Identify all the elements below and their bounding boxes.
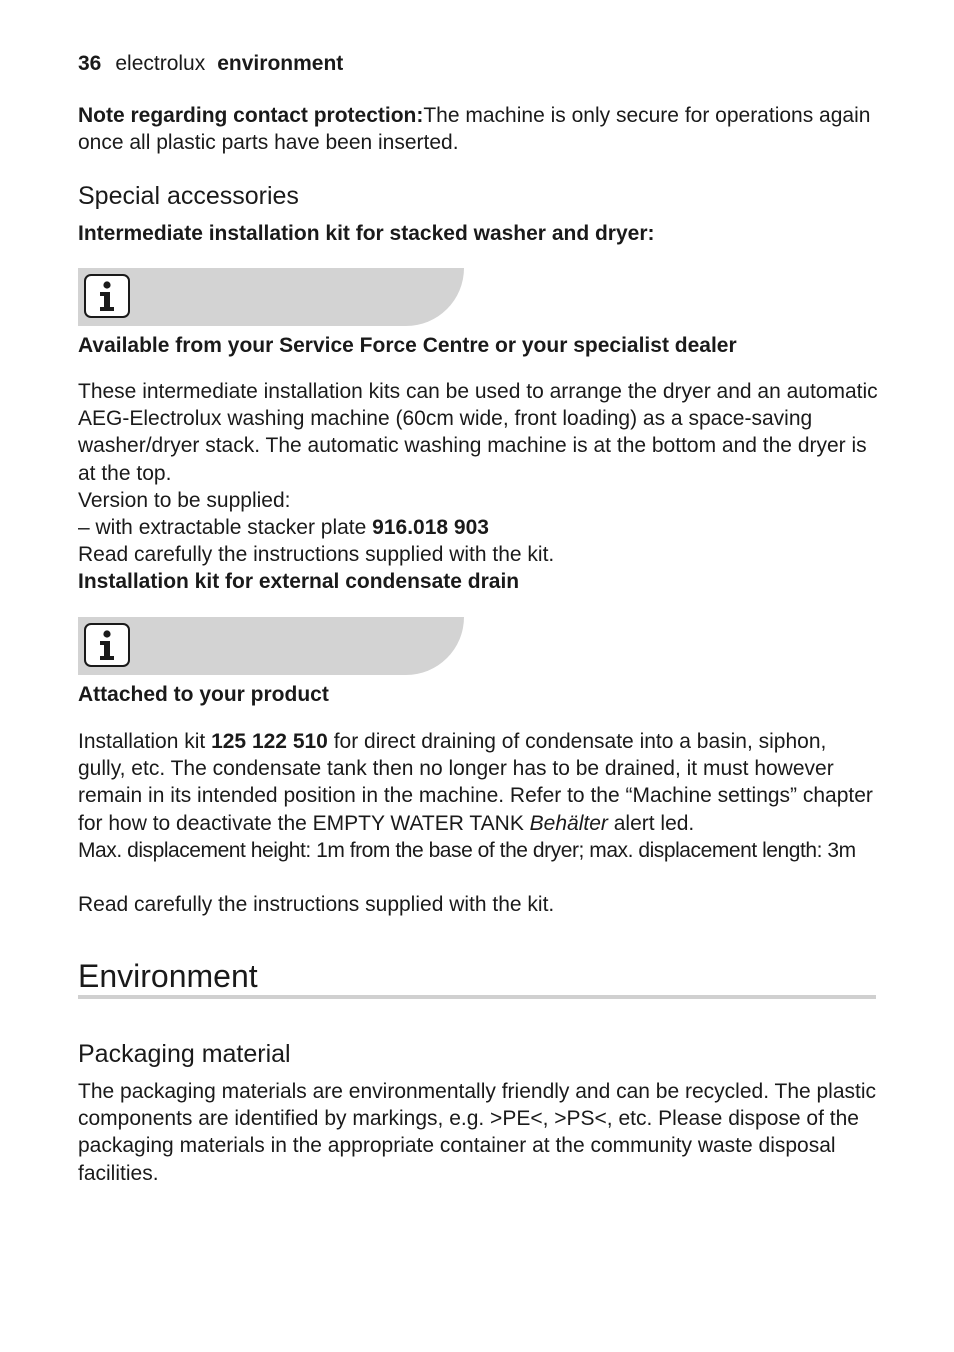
note-label: Note regarding contact protection: bbox=[78, 104, 424, 127]
kit2-text-main: for direct draining of condensate into a basin, siphon, gully, etc. The condensate tank then no longer has to be drained, it must however remain in its intended position in the machine. Refer to the “Machine settings” chapter for how to deactivate the EMPTY WATER TANK bbox=[78, 730, 873, 835]
packaging-heading: Packaging material bbox=[78, 1040, 291, 1068]
kit2-read-instructions: Read carefully the instructions supplied with the kit. bbox=[78, 893, 555, 916]
section-name: environment bbox=[217, 52, 344, 75]
brand-name: electrolux bbox=[115, 52, 206, 75]
kit2-availability: Attached to your product bbox=[78, 683, 329, 706]
version-code: 916.018 903 bbox=[372, 516, 489, 539]
kit2-text-suffix: alert led. bbox=[607, 811, 695, 835]
kit1-title: Intermediate installation kit for stacked washer and dryer: bbox=[78, 222, 655, 245]
note-text: The machine is only secure for operations again once all plastic parts have been inserted. bbox=[78, 104, 871, 155]
kit1-version-label: Version to be supplied: bbox=[78, 489, 291, 512]
kit2-description bbox=[78, 728, 878, 837]
info-icon bbox=[84, 274, 130, 318]
kit1-availability: Available from your Service Force Centre or your specialist dealer bbox=[78, 334, 737, 357]
environment-heading: Environment bbox=[78, 958, 258, 994]
kit2-text-prefix: Installation kit bbox=[78, 730, 212, 753]
kit2-text-italic: Behälter bbox=[529, 811, 608, 835]
info-icon bbox=[84, 623, 130, 667]
version-prefix: – with extractable stacker plate bbox=[78, 516, 373, 539]
heading-rule bbox=[78, 995, 876, 999]
kit1-version bbox=[78, 514, 878, 541]
info-band bbox=[78, 268, 464, 326]
special-accessories-heading: Special accessories bbox=[78, 182, 299, 210]
info-band bbox=[78, 617, 464, 675]
kit2-displacement: Max. displacement height: 1m from the base of the dryer; max. displacement length: 3m bbox=[78, 839, 856, 862]
kit1-description: These intermediate installation kits can be used to arrange the dryer and an automatic AEG-Electrolux washing machine (60cm wide, front loading) as a space-saving washer/dryer stack. The automatic washing machine is at the bottom and the dryer is at the top. bbox=[78, 380, 878, 485]
kit2-title: Installation kit for external condensate drain bbox=[78, 570, 520, 593]
contact-protection-note bbox=[78, 102, 878, 156]
packaging-text: The packaging materials are environmentally friendly and can be recycled. The plastic components are identified by markings, e.g. >PE<, >PS<, etc. Please dispose of the packaging materials in the appropriate container at the community waste disposal facilities. bbox=[78, 1080, 877, 1185]
page-number: 36 bbox=[78, 52, 102, 75]
kit1-read-instructions: Read carefully the instructions supplied with the kit. bbox=[78, 543, 555, 566]
page-header bbox=[78, 52, 343, 76]
kit2-code: 125 122 510 bbox=[211, 730, 328, 753]
